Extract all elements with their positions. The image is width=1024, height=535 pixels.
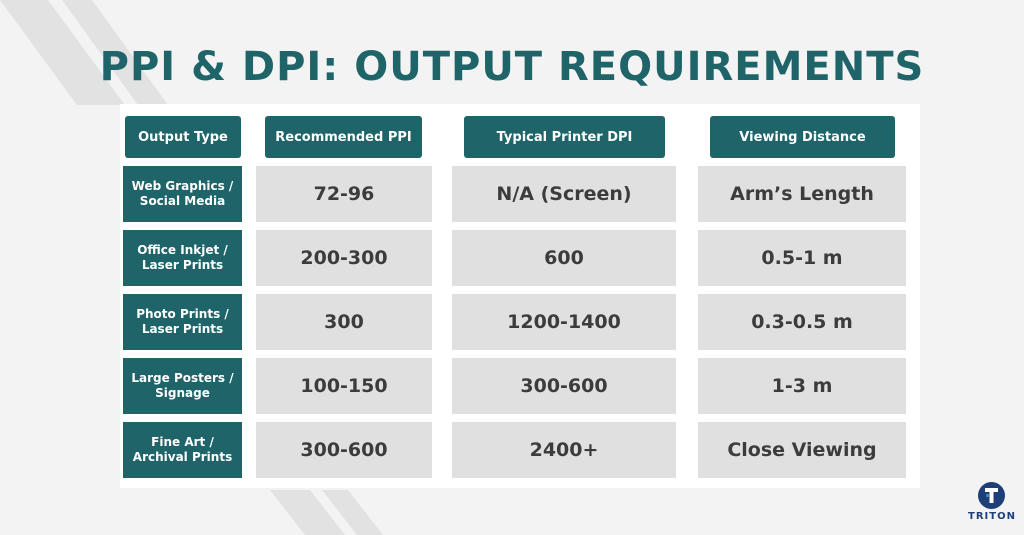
- row-header-line: Archival Prints: [132, 450, 233, 464]
- cell-dpi: 1200-1400: [452, 294, 676, 350]
- row-header-line: Photo Prints /: [136, 307, 229, 321]
- row-header-line: Web Graphics /: [131, 179, 234, 193]
- triton-logo-icon: [978, 482, 1005, 509]
- cell-ppi: 100-150: [256, 358, 432, 414]
- row-header: [123, 166, 242, 222]
- cell-dpi: 2400+: [452, 422, 676, 478]
- cell-distance: 0.3-0.5 m: [698, 294, 906, 350]
- row-header: [123, 294, 242, 350]
- page-title: PPI & DPI: OUTPUT REQUIREMENTS: [99, 44, 925, 90]
- row-header-line: Laser Prints: [141, 258, 224, 272]
- cell-distance: Close Viewing: [698, 422, 906, 478]
- header-recommended-ppi: Recommended PPI: [265, 116, 422, 158]
- cell-ppi: 300-600: [256, 422, 432, 478]
- row-header-line: Large Posters /: [131, 371, 234, 385]
- row-header: [123, 358, 242, 414]
- row-header-line: Laser Prints: [141, 322, 224, 336]
- row-header: [123, 230, 242, 286]
- row-header-line: Office Inkjet /: [137, 243, 228, 257]
- cell-ppi: 300: [256, 294, 432, 350]
- row-header: [123, 422, 242, 478]
- header-printer-dpi: Typical Printer DPI: [464, 116, 665, 158]
- cell-dpi: N/A (Screen): [452, 166, 676, 222]
- logo-text: TRITON: [968, 511, 1016, 522]
- cell-distance: 0.5-1 m: [698, 230, 906, 286]
- header-output-type: Output Type: [125, 116, 241, 158]
- cell-ppi: 200-300: [256, 230, 432, 286]
- row-header-line: Social Media: [139, 194, 226, 208]
- header-viewing-distance: Viewing Distance: [710, 116, 895, 158]
- cell-distance: Arm’s Length: [698, 166, 906, 222]
- row-header-line: Fine Art /: [151, 435, 214, 449]
- cell-dpi: 300-600: [452, 358, 676, 414]
- cell-distance: 1-3 m: [698, 358, 906, 414]
- triton-logo: [964, 482, 1020, 528]
- row-header-line: Signage: [155, 386, 210, 400]
- cell-dpi: 600: [452, 230, 676, 286]
- cell-ppi: 72-96: [256, 166, 432, 222]
